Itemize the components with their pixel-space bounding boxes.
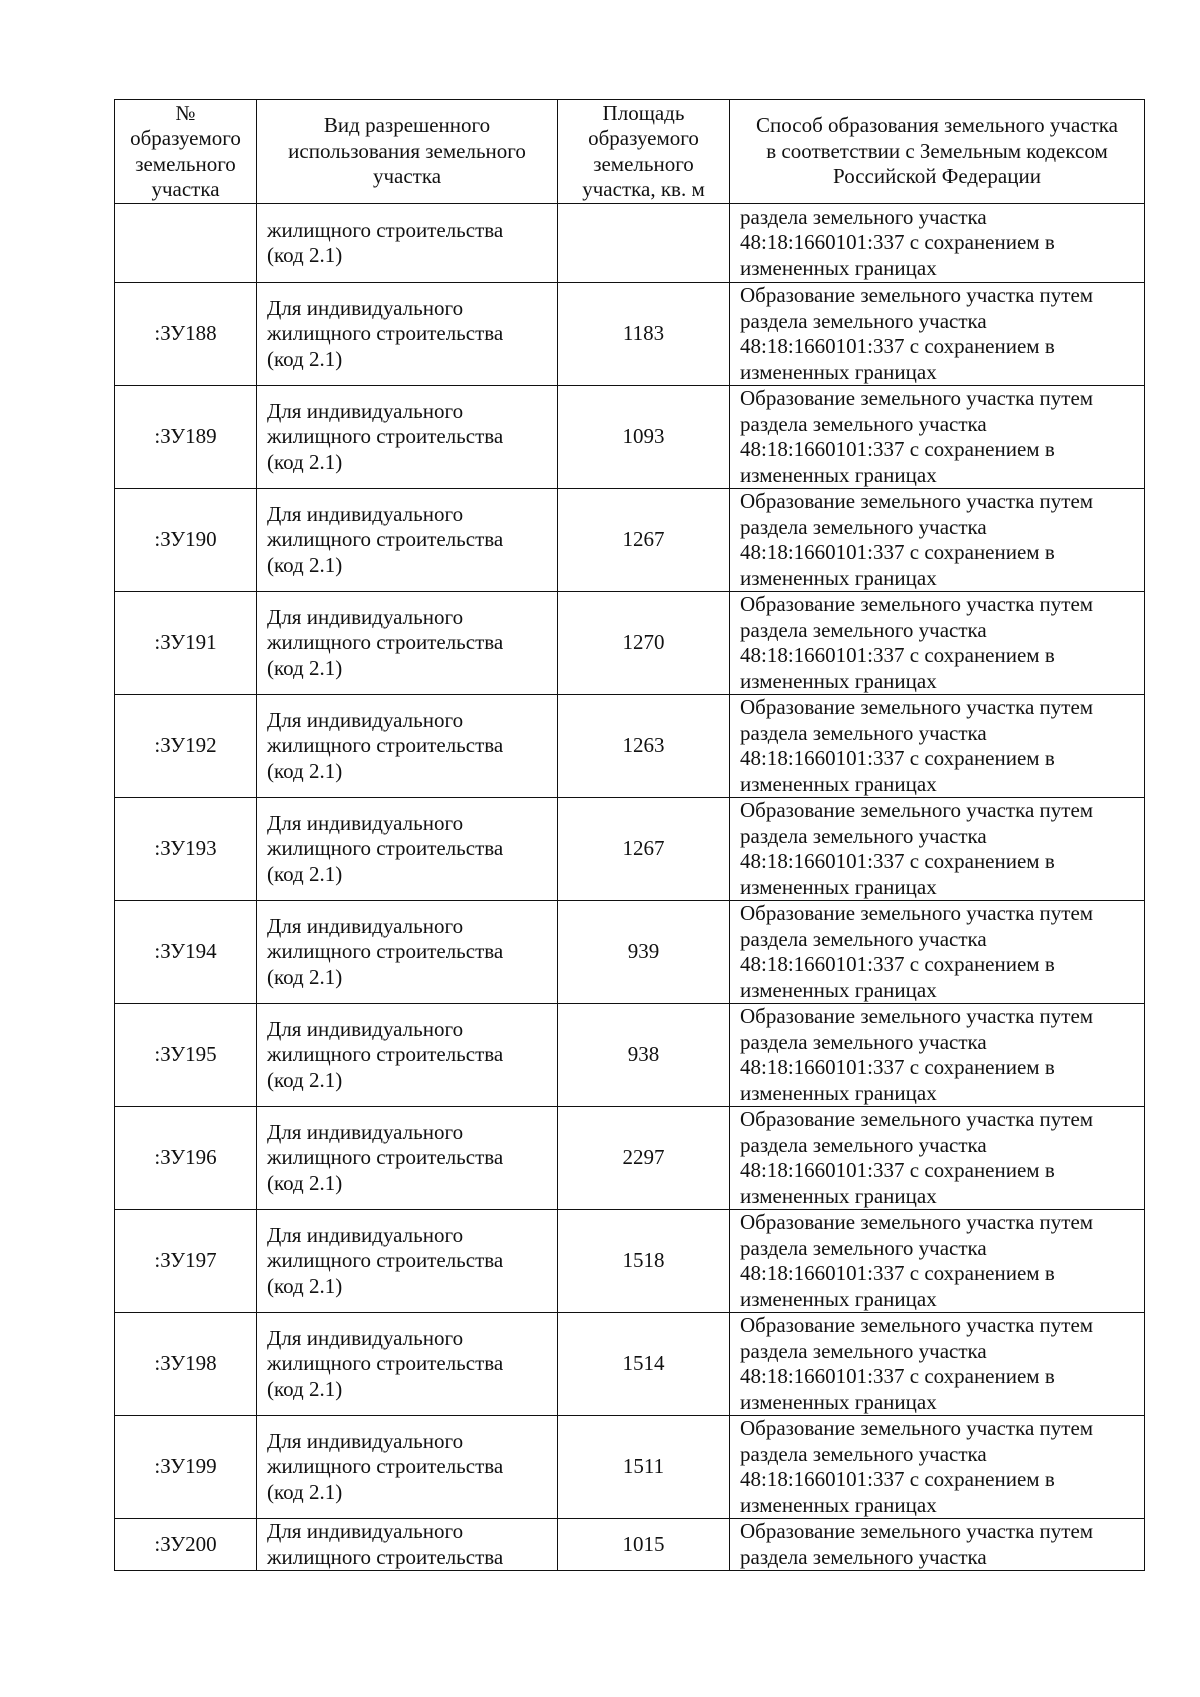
cell-area: 1263 bbox=[558, 695, 730, 798]
cell-permitted-use: Для индивидуального жилищного строительства (код 2.1) bbox=[257, 695, 558, 798]
cell-plot-number: :ЗУ192 bbox=[115, 695, 257, 798]
cell-plot-number: :ЗУ194 bbox=[115, 901, 257, 1004]
table-row bbox=[115, 798, 1145, 901]
table-row bbox=[115, 386, 1145, 489]
cell-permitted-use: жилищного строительства (код 2.1) bbox=[257, 204, 558, 283]
cell-area: 1514 bbox=[558, 1313, 730, 1416]
cell-permitted-use: Для индивидуального жилищного строительства (код 2.1) bbox=[257, 1107, 558, 1210]
table-row bbox=[115, 1416, 1145, 1519]
cell-formation-method: Образование земельного участка путем раздела земельного участка bbox=[730, 1519, 1145, 1571]
cell-plot-number: :ЗУ199 bbox=[115, 1416, 257, 1519]
header-permitted-use: Вид разрешенного использования земельного участка bbox=[257, 100, 558, 204]
cell-formation-method: Образование земельного участка путем раздела земельного участка 48:18:1660101:337 с сохранением в измененных границах bbox=[730, 592, 1145, 695]
cell-area bbox=[558, 204, 730, 283]
cell-plot-number: :ЗУ196 bbox=[115, 1107, 257, 1210]
cell-plot-number: :ЗУ190 bbox=[115, 489, 257, 592]
cell-plot-number: :ЗУ200 bbox=[115, 1519, 257, 1571]
table-row bbox=[115, 1004, 1145, 1107]
cell-area: 1270 bbox=[558, 592, 730, 695]
cell-formation-method: Образование земельного участка путем раздела земельного участка 48:18:1660101:337 с сохранением в измененных границах bbox=[730, 798, 1145, 901]
cell-permitted-use: Для индивидуального жилищного строительства (код 2.1) bbox=[257, 1416, 558, 1519]
cell-area: 1267 bbox=[558, 489, 730, 592]
cell-formation-method: Образование земельного участка путем раздела земельного участка 48:18:1660101:337 с сохранением в измененных границах bbox=[730, 283, 1145, 386]
cell-plot-number: :ЗУ198 bbox=[115, 1313, 257, 1416]
cell-permitted-use: Для индивидуального жилищного строительства (код 2.1) bbox=[257, 1313, 558, 1416]
cell-plot-number: :ЗУ188 bbox=[115, 283, 257, 386]
header-formation-method: Способ образования земельного участка в соответствии с Земельным кодексом Российской Федерации bbox=[730, 100, 1145, 204]
table-row bbox=[115, 1519, 1145, 1571]
cell-permitted-use: Для индивидуального жилищного строительства (код 2.1) bbox=[257, 901, 558, 1004]
cell-plot-number bbox=[115, 204, 257, 283]
cell-formation-method: Образование земельного участка путем раздела земельного участка 48:18:1660101:337 с сохранением в измененных границах bbox=[730, 695, 1145, 798]
table-row bbox=[115, 695, 1145, 798]
cell-formation-method: Образование земельного участка путем раздела земельного участка 48:18:1660101:337 с сохранением в измененных границах bbox=[730, 1313, 1145, 1416]
table-row bbox=[115, 1210, 1145, 1313]
cell-area: 1267 bbox=[558, 798, 730, 901]
cell-formation-method: Образование земельного участка путем раздела земельного участка 48:18:1660101:337 с сохранением в измененных границах bbox=[730, 386, 1145, 489]
cell-formation-method: Образование земельного участка путем раздела земельного участка 48:18:1660101:337 с сохранением в измененных границах bbox=[730, 1416, 1145, 1519]
cell-permitted-use: Для индивидуального жилищного строительства (код 2.1) bbox=[257, 798, 558, 901]
cell-area: 1518 bbox=[558, 1210, 730, 1313]
header-plot-number: № образуемого земельного участка bbox=[115, 100, 257, 204]
table-row bbox=[115, 489, 1145, 592]
cell-area: 1183 bbox=[558, 283, 730, 386]
cell-permitted-use: Для индивидуального жилищного строительства (код 2.1) bbox=[257, 283, 558, 386]
cell-permitted-use: Для индивидуального жилищного строительства (код 2.1) bbox=[257, 386, 558, 489]
cell-permitted-use: Для индивидуального жилищного строительства (код 2.1) bbox=[257, 1004, 558, 1107]
header-area: Площадь образуемого земельного участка, кв. м bbox=[558, 100, 730, 204]
cell-formation-method: Образование земельного участка путем раздела земельного участка 48:18:1660101:337 с сохранением в измененных границах bbox=[730, 1107, 1145, 1210]
cell-permitted-use: Для индивидуального жилищного строительства bbox=[257, 1519, 558, 1571]
table-header-row bbox=[115, 100, 1145, 204]
land-plots-table bbox=[114, 99, 1145, 1571]
table-row bbox=[115, 283, 1145, 386]
cell-area: 1093 bbox=[558, 386, 730, 489]
cell-permitted-use: Для индивидуального жилищного строительства (код 2.1) bbox=[257, 489, 558, 592]
cell-permitted-use: Для индивидуального жилищного строительства (код 2.1) bbox=[257, 1210, 558, 1313]
table-row-continuation bbox=[115, 204, 1145, 283]
cell-formation-method: Образование земельного участка путем раздела земельного участка 48:18:1660101:337 с сохранением в измененных границах bbox=[730, 1004, 1145, 1107]
cell-plot-number: :ЗУ189 bbox=[115, 386, 257, 489]
cell-permitted-use: Для индивидуального жилищного строительства (код 2.1) bbox=[257, 592, 558, 695]
table-row bbox=[115, 592, 1145, 695]
cell-area: 1511 bbox=[558, 1416, 730, 1519]
table-row bbox=[115, 1313, 1145, 1416]
cell-plot-number: :ЗУ197 bbox=[115, 1210, 257, 1313]
cell-area: 939 bbox=[558, 901, 730, 1004]
cell-area: 2297 bbox=[558, 1107, 730, 1210]
table-row bbox=[115, 1107, 1145, 1210]
table-row bbox=[115, 901, 1145, 1004]
cell-plot-number: :ЗУ191 bbox=[115, 592, 257, 695]
cell-formation-method: Образование земельного участка путем раздела земельного участка 48:18:1660101:337 с сохранением в измененных границах bbox=[730, 1210, 1145, 1313]
document-page bbox=[114, 99, 1144, 1571]
cell-plot-number: :ЗУ193 bbox=[115, 798, 257, 901]
cell-formation-method: раздела земельного участка 48:18:1660101:337 с сохранением в измененных границах bbox=[730, 204, 1145, 283]
cell-area: 938 bbox=[558, 1004, 730, 1107]
cell-plot-number: :ЗУ195 bbox=[115, 1004, 257, 1107]
cell-formation-method: Образование земельного участка путем раздела земельного участка 48:18:1660101:337 с сохранением в измененных границах bbox=[730, 489, 1145, 592]
cell-area: 1015 bbox=[558, 1519, 730, 1571]
cell-formation-method: Образование земельного участка путем раздела земельного участка 48:18:1660101:337 с сохранением в измененных границах bbox=[730, 901, 1145, 1004]
